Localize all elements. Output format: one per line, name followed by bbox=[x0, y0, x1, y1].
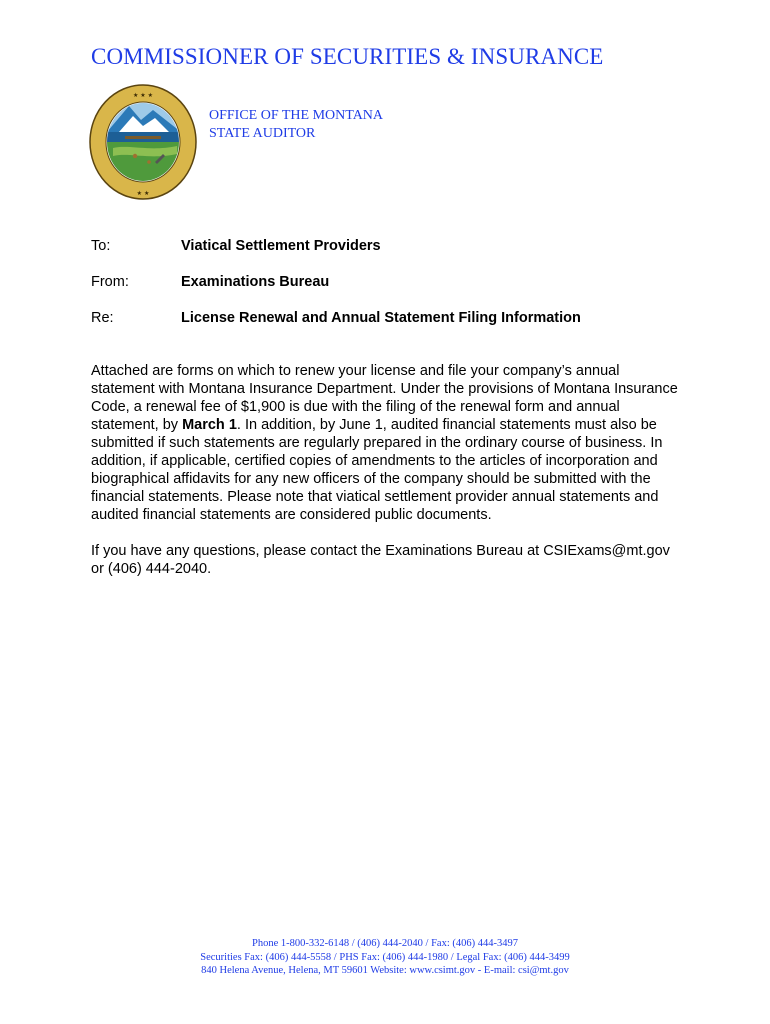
footer-line-3: 840 Helena Avenue, Helena, MT 59601 Website: www.csimt.gov - E-mail: csi@mt.gov bbox=[201, 965, 569, 976]
svg-text:★ ★ ★: ★ ★ ★ bbox=[133, 92, 153, 99]
contact-footer bbox=[0, 937, 770, 978]
body-paragraph-1 bbox=[91, 362, 681, 524]
memo-to-label: To: bbox=[91, 238, 111, 254]
memo-re-value: License Renewal and Annual Statement Filing Information bbox=[181, 310, 581, 326]
svg-text:★ ★: ★ ★ bbox=[136, 190, 150, 197]
office-line-1: OFFICE OF THE MONTANA bbox=[209, 108, 384, 123]
office-line-2: STATE AUDITOR bbox=[209, 126, 316, 141]
state-seal-logo bbox=[89, 84, 197, 200]
page-title: COMMISSIONER OF SECURITIES & INSURANCE bbox=[91, 44, 604, 69]
body-text-part-1: Attached are forms on which to renew your license and file your company’s annual statement with Montana Insurance Department. Under the provisions of Montana Insurance Code, a renewal fee of $1,900 is due with the filing of the renewal form and annual statement, by bbox=[91, 363, 678, 433]
body-text-part-2: . In addition, by June 1, audited financial statements must also be submitted if such statements are regularly prepared in the ordinary course of business. In addition, if applicable, certified copies of amendments to the articles of incorporation and biographical affidavits for any new officers of the company should be submitted with the financial statements. Please note that viatical settlement provider annual statements and audited financial statements are considered public documents. bbox=[91, 417, 663, 523]
deadline-date: March 1 bbox=[182, 417, 237, 433]
footer-line-2: Securities Fax: (406) 444-5558 / PHS Fax: (406) 444-1980 / Legal Fax: (406) 444-3499 bbox=[200, 951, 570, 963]
memo-from-label: From: bbox=[91, 274, 129, 290]
office-heading bbox=[209, 107, 383, 143]
body-paragraph-2: If you have any questions, please contact the Examinations Bureau at CSIExams@mt.gov or (406) 444-2040. bbox=[91, 543, 670, 577]
memo-from-value: Examinations Bureau bbox=[181, 274, 330, 290]
memo-to-value: Viatical Settlement Providers bbox=[181, 238, 381, 254]
memo-re-label: Re: bbox=[91, 310, 114, 326]
footer-line-1: Phone 1-800-332-6148 / (406) 444-2040 / Fax: (406) 444-3497 bbox=[252, 938, 518, 949]
